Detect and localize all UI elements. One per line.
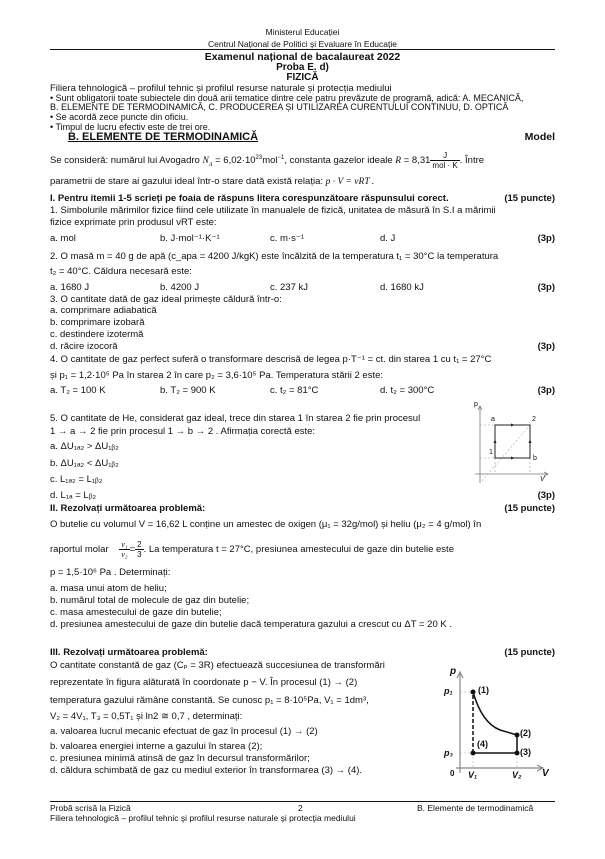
p3-point-2: (2): [520, 728, 531, 738]
part3-item-d: d. căldura schimbată de gaz cu mediul exterior în transformarea (3) → (4).: [50, 765, 363, 776]
q2-option-d: d. 1680 kJ: [380, 282, 424, 293]
model-tag: Model: [524, 131, 555, 143]
p3-label-v1: V₁: [468, 770, 478, 780]
p3-label-v2: V₂: [512, 770, 522, 780]
R-units-fraction: $\frac{J}{\text{mol · K}}$: [432, 151, 458, 171]
part2-text-1: O butelie cu volumul V = 16,62 L conține un amestec de oxigen (μ₁ = 32g/mol) și heliu (μ₂ = 4 g/mol) în: [50, 519, 482, 530]
part2-text-2: raportul molar $\frac{\text{ν₁}}{\text{ν₂}}$ = $\frac{2}{3}$ . La temperatura t = 27°C, presiunea amestecului de gaze din butelie este: [50, 539, 454, 559]
part3-heading: III. Rezolvați următoarea problemă: (15 puncte): [50, 647, 555, 658]
q4-text-1: 4. O cantitate de gaz perfect suferă o transformare descrisă de legea p·T⁻¹ = ct. din starea 1 cu t₁ = 27°C: [50, 354, 492, 365]
p3-label-p1: p₁: [444, 686, 453, 696]
ideal-gas-relation: parametrii de stare ai gazului ideal într-o stare dată există relația: p · V = νRT .: [50, 176, 375, 187]
q5-text-1: 5. O cantitate de He, considerat gaz ideal, trece din starea 1 în starea 2 fie prin procesul: [50, 413, 421, 424]
q5-option-d: d. L₁ₐ = Lᵦ₂: [50, 490, 97, 501]
instruction-3: • Timpul de lucru efectiv este de trei ore.: [50, 122, 211, 132]
exam-subject: FIZICĂ: [286, 72, 319, 83]
q5-label-b: b: [533, 455, 537, 462]
exam-title: Examenul național de bacalaureat 2022: [204, 51, 401, 63]
center-name: Centrul Național de Politici și Evaluare în Educație: [208, 39, 397, 49]
molar-ratio-fraction: $\frac{\text{ν₁}}{\text{ν₂}}$: [121, 539, 128, 559]
part3-item-a: a. valoarea lucrul mecanic efectuat de gaz în procesul (1) → (2): [50, 726, 318, 737]
part2-heading: II. Rezolvați următoarea problemă: (15 puncte): [50, 503, 555, 514]
footer-rule: [50, 801, 555, 802]
filiera-line: Filiera tehnologică – profilul tehnic și profilul resurse naturale și protecția mediului: [50, 83, 392, 94]
q1-text-1: 1. Simbolurile mărimilor fizice fiind cele utilizate în manualele de fizică, unitatea de măsură în S.I a mărimii: [50, 205, 496, 216]
part2-item-a: a. masa unui atom de heliu;: [50, 583, 167, 594]
part3-text-4: V₂ = 4V₁, T₃ = 0,5T₁ și ln2 ≅ 0,7 , determinați:: [50, 711, 243, 722]
p3-point-1: (1): [478, 685, 489, 695]
part2-item-c: c. masa amestecului de gaze din butelie;: [50, 607, 222, 618]
q2-option-c: c. 237 kJ: [270, 282, 309, 293]
q1-option-d: d. J: [380, 233, 396, 244]
q1-points: (3p): [537, 233, 555, 244]
q3-text: 3. O cantitate dată de gaz ideal primește căldură într-o:: [50, 294, 282, 305]
part1-heading: I. Pentru itemii 1-5 scrieți pe foaia de răspuns litera corespunzătoare răspunsului corect. (15 puncte): [50, 193, 555, 204]
q5-option-b: b. ΔU₁ₐ₂ < ΔU₁ᵦ₂: [50, 458, 119, 469]
p3-axis-v: V: [542, 768, 549, 779]
part3-item-b: b. valoarea energiei interne a gazului în starea (2);: [50, 741, 263, 752]
q2-points: (3p): [537, 282, 555, 293]
q3-option-c: c. destindere izotermă: [50, 329, 144, 340]
p3-label-p3: p₃: [444, 748, 453, 758]
header-rule: [50, 49, 555, 50]
q1-option-c: c. m·s⁻¹: [270, 233, 305, 244]
q4-points: (3p): [537, 385, 555, 396]
q5-pv-diagram: [470, 403, 560, 488]
q5-axis-p: p: [474, 401, 478, 408]
p3-point-3: (3): [520, 747, 531, 757]
q2-text-2: t₂ = 40°C. Căldura necesară este:: [50, 266, 192, 277]
q4-option-c: c. t₂ = 81°C: [270, 385, 319, 396]
footer-right: B. Elemente de termodinamică: [417, 803, 534, 813]
q5-axis-v: V: [540, 476, 545, 483]
q2-option-a: a. 1680 J: [50, 282, 90, 293]
part2-item-b: b. numărul total de molecule de gaz din butelie;: [50, 595, 250, 606]
footer-left: Probă scrisă la Fizică: [50, 803, 131, 813]
q5-label-1: 1: [489, 449, 493, 456]
section-header: [50, 131, 555, 143]
q3-option-d-row: [50, 341, 555, 353]
q3-option-b: b. comprimare izobară: [50, 317, 145, 328]
exam-proba: Proba E. d): [276, 62, 329, 73]
q5-option-d-row: [50, 490, 555, 502]
part2-text-3: p = 1,5·10⁶ Pa . Determinați:: [50, 567, 171, 578]
footer-line-2: Filiera tehnologică – profilul tehnic şi profilul resurse naturale şi protecţia mediului: [50, 813, 356, 823]
q5-text-2: 1 → a → 2 fie prin procesul 1 → b → 2 . Afirmația corectă este:: [50, 426, 316, 437]
q1-text-2: fizice exprimate prin produsul νRT este:: [50, 217, 217, 228]
ministry-name: Ministerul Educației: [265, 27, 340, 37]
q1-option-a: a. mol: [50, 233, 76, 244]
section-title: B. ELEMENTE DE TERMODINAMICĂ: [68, 131, 259, 143]
part3-text-1: O cantitate constantă de gaz (Cₚ = 3R) efectuează succesiunea de transformări: [50, 660, 385, 671]
q3-option-d: d. răcire izocoră: [50, 341, 118, 352]
instruction-1: • Sunt obligatorii toate subiectele din două arii tematice dintre cele patru prevăzute de programă, adică: A. MECANICĂ,: [50, 93, 524, 103]
given-constants: Se consideră: numărul lui Avogadro $N_A = 6,02\cdot 10^{23}mol^{-1}$, constanta gazelor ideale R = 8,31 $\frac{J}{\text{mol · K}}$ . Între: [50, 151, 485, 171]
q4-option-d: d. t₂ = 300°C: [380, 385, 435, 396]
q3-points: (3p): [537, 341, 555, 352]
p3-point-4: (4): [477, 739, 488, 749]
q5-label-2: 2: [532, 416, 536, 423]
instruction-1-cont: B. ELEMENTE DE TERMODINAMICĂ, C. PRODUCEREA ȘI UTILIZAREA CURENTULUI CONTINUU, D. OPTICĂ: [50, 102, 509, 112]
part3-item-c: c. presiunea minimă atinsă de gaz în decursul transformărilor;: [50, 753, 310, 764]
footer-page-number: 2: [298, 803, 303, 813]
q5-points: (3p): [537, 490, 555, 501]
p3-axis-p: p: [450, 666, 457, 677]
q5-option-c: c. L₁ₐ₂ = L₁ᵦ₂: [50, 474, 103, 485]
q2-option-b: b. 4200 J: [160, 282, 200, 293]
q5-label-a: a: [491, 416, 495, 423]
part3-pv-diagram: [442, 668, 552, 783]
part3-text-3: temperatura gazului rămâne constantă. Se cunosc p₁ = 8·10⁵Pa, V₁ = 1dm³,: [50, 695, 369, 706]
q3-option-a: a. comprimare adiabatică: [50, 305, 157, 316]
footer-line-1: [50, 803, 555, 813]
instruction-2: • Se acordă zece puncte din oficiu.: [50, 112, 189, 122]
q4-option-b: b. T₂ = 900 K: [160, 385, 216, 396]
q4-option-a: a. T₂ = 100 K: [50, 385, 106, 396]
q5-option-a: a. ΔU₁ₐ₂ > ΔU₁ᵦ₂: [50, 441, 119, 452]
q4-text-2: și p₁ = 1,2·10⁵ Pa în starea 2 în care p₂ = 3,6·10⁵ Pa. Temperatura stării 2 este:: [50, 370, 384, 381]
part3-text-2: reprezentate în figura alăturată în coordonate p − V. În procesul (1) → (2): [50, 677, 358, 688]
p3-origin: 0: [450, 769, 455, 778]
q2-text-1: 2. O masă m = 40 g de apă (c_apa = 4200 J/kgK) este încălzită de la temperatura t₁ = 30°C la temperatura: [50, 251, 499, 262]
q1-option-b: b. J·mol⁻¹·K⁻¹: [160, 233, 220, 244]
part2-item-d: d. presiunea amestecului de gaze din butelie dacă temperatura gazului a crescut cu ΔT = 20 K .: [50, 619, 452, 630]
